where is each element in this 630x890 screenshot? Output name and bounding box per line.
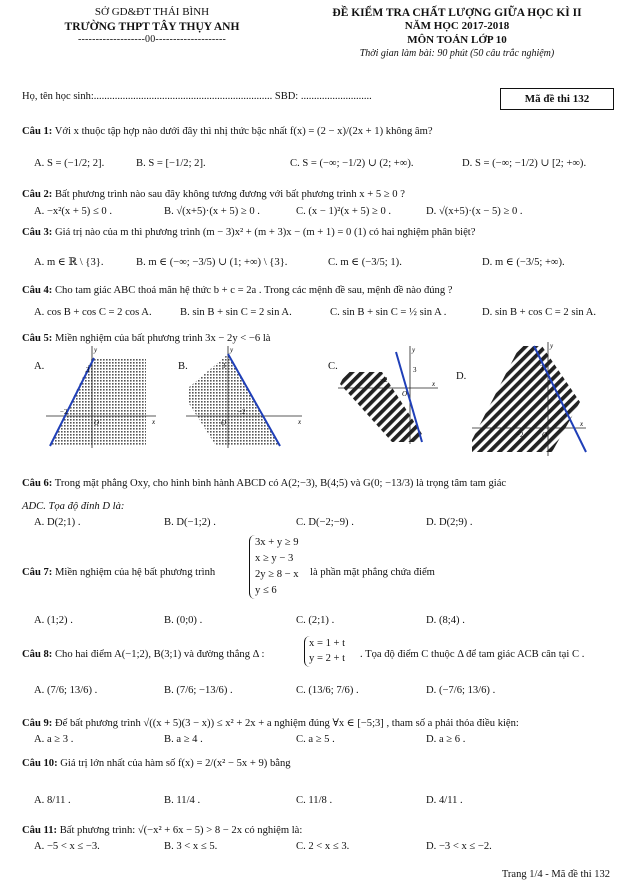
tick-neg-two: −2: [516, 431, 524, 439]
question-label: Câu 7:: [22, 567, 53, 578]
question-6-line2: ADC. Tọa độ đỉnh D là:: [22, 501, 125, 512]
q4-option-c: C. sin B + sin C = ½ sin A .: [330, 307, 447, 318]
department-name: SỞ GD&ĐT THÁI BÌNH: [94, 6, 210, 18]
subject: MÔN TOÁN LỚP 10: [407, 34, 507, 47]
question-text: Cho hai điểm A(−1;2), B(3;1) và đường thẳng Δ :: [54, 649, 265, 660]
question-text: Miền nghiệm của hệ bất phương trình: [54, 567, 216, 578]
q7-option-c: C. (2;1) .: [296, 615, 335, 626]
q3-option-d: D. m ∈ (−3/5; +∞).: [482, 257, 565, 268]
origin-label: O: [221, 419, 227, 427]
question-label: Câu 4:: [22, 285, 53, 296]
question-4: [22, 284, 452, 297]
system-row: x = 1 + t: [309, 638, 346, 649]
q3-option-b: B. m ∈ (−∞; −3/5) ∪ (1; +∞) \ {3}.: [136, 257, 288, 268]
question-text: Bất phương trình nào sau đây không tương đương với bất phương trình x + 5 ≥ 0 ?: [54, 189, 405, 200]
question-label: Câu 6:: [22, 478, 53, 489]
q6-option-d: D. D(2;9) .: [426, 517, 473, 528]
page-footer: Trang 1/4 - Mã đề thi 132: [501, 869, 610, 880]
q6-option-a: A. D(2;1) .: [34, 517, 81, 528]
q7-option-a: A. (1;2) .: [34, 615, 73, 626]
tick-three: 3: [86, 366, 90, 374]
q3-option-a: A. m ∈ ℝ \ {3}.: [34, 257, 104, 268]
question-text: Giá trị nào của m thì phương trình (m − 3)x² + (m + 3)x − (m + 1) = 0 (1) có hai nghiệm phân biệt?: [54, 227, 476, 238]
q5-option-d: D.: [456, 371, 467, 382]
school-name: TRƯỜNG THPT TÂY THỤY ANH: [64, 20, 240, 33]
question-label: Câu 10:: [22, 758, 58, 769]
question-3: [22, 226, 475, 239]
question-7-tail: là phần mặt phẳng chứa điểm: [310, 567, 435, 578]
exam-code-box: Mã đề thi 132: [500, 88, 614, 110]
q5-graph-d: [470, 340, 590, 458]
q5-graph-b: [186, 344, 306, 450]
question-label: Câu 3:: [22, 227, 53, 238]
origin-label: O: [542, 431, 548, 439]
q11-option-b: B. 3 < x ≤ 5.: [164, 841, 218, 852]
q9-option-b: B. a ≥ 4 .: [164, 734, 203, 745]
question-label: Câu 11:: [22, 825, 58, 836]
q1-option-a: A. S = (−1/2; 2].: [34, 158, 105, 169]
question-text: Bất phương trình: √(−x² + 6x − 5) > 8 − 2x có nghiệm là:: [59, 825, 303, 836]
q3-option-c: C. m ∈ (−3/5; 1).: [328, 257, 402, 268]
q9-option-d: D. a ≥ 6 .: [426, 734, 466, 745]
question-6: [22, 477, 506, 490]
q7-option-b: B. (0;0) .: [164, 615, 203, 626]
question-text: Miền nghiệm của bất phương trình 3x − 2y < −6 là: [54, 333, 271, 344]
question-8: [22, 648, 264, 661]
y-label: y: [550, 342, 554, 350]
q7-option-d: D. (8;4) .: [426, 615, 465, 626]
question-text: Trong mặt phẳng Oxy, cho hình bình hành ABCD có A(2;−3), B(4;5) và G(0; −13/3) là trọng tâm tam giác: [54, 478, 507, 489]
system-row: 2y ≥ 8 − x: [255, 568, 299, 580]
q5-option-c: C.: [328, 361, 338, 372]
tick-three: 3: [413, 366, 417, 374]
shaded-region: [188, 354, 280, 446]
question-10: [22, 757, 291, 770]
q1-option-c: C. S = (−∞; −1/2) ∪ (2; +∞).: [290, 158, 414, 169]
question-label: Câu 2:: [22, 189, 53, 200]
q2-option-a: A. −x²(x + 5) ≤ 0 .: [34, 206, 113, 217]
system-row: y ≤ 6: [255, 584, 277, 596]
question-label: Câu 9:: [22, 718, 53, 729]
tick-neg-two: −2: [60, 408, 68, 416]
q4-option-d: D. sin B + cos C = 2 sin A.: [482, 307, 597, 318]
q8-option-d: D. (−7/6; 13/6) .: [426, 685, 496, 696]
question-1: [22, 125, 433, 138]
exam-header: [292, 6, 622, 60]
question-9: [22, 717, 519, 730]
q11-option-c: C. 2 < x ≤ 3.: [296, 841, 350, 852]
x-label: x: [432, 380, 436, 388]
shaded-region: [472, 346, 580, 452]
system-row: 3x + y ≥ 9: [255, 537, 299, 548]
q5-graph-c: [338, 344, 438, 446]
question-11: [22, 824, 302, 837]
question-7: [22, 566, 215, 579]
q10-option-a: A. 8/11 .: [34, 795, 71, 806]
q6-option-c: C. D(−2;−9) .: [296, 517, 354, 528]
exam-title: ĐỀ KIỂM TRA CHẤT LƯỢNG GIỮA HỌC KÌ II: [332, 7, 582, 19]
tick-neg-two: −2: [238, 408, 246, 416]
school-header: [22, 6, 282, 47]
system-row: x ≥ y − 3: [255, 552, 294, 564]
school-year: NĂM HỌC 2017-2018: [404, 20, 510, 33]
q11-option-a: A. −5 < x ≤ −3.: [34, 841, 100, 852]
q11-option-d: D. −3 < x ≤ −2.: [426, 841, 492, 852]
question-label: Câu 5:: [22, 333, 53, 344]
q2-option-b: B. √(x+5)·(x + 5) ≥ 0 .: [164, 206, 260, 217]
q8-option-a: A. (7/6; 13/6) .: [34, 685, 98, 696]
q8-option-b: B. (7/6; −13/6) .: [164, 685, 233, 696]
q5-option-b: B.: [178, 361, 188, 372]
q10-option-d: D. 4/11 .: [426, 795, 463, 806]
question-8-tail: . Tọa độ điểm C thuộc Δ để tam giác ACB cân tại C .: [360, 649, 585, 660]
q1-option-b: B. S = [−1/2; 2].: [136, 158, 206, 169]
tick-neg-two: −2: [380, 376, 388, 384]
q10-option-c: C. 11/8 .: [296, 795, 333, 806]
shaded-region: [50, 358, 146, 446]
q8-option-c: C. (13/6; 7/6) .: [296, 685, 359, 696]
q2-option-d: D. √(x+5)·(x − 5) ≥ 0 .: [426, 206, 523, 217]
q4-option-b: B. sin B + sin C = 2 sin A.: [180, 307, 292, 318]
q5-option-a: A.: [34, 361, 45, 372]
y-label: y: [412, 346, 416, 354]
y-label: y: [230, 346, 234, 354]
x-label: x: [298, 418, 302, 426]
q7-system: [249, 535, 299, 599]
q1-option-d: D. S = (−∞; −1/2) ∪ [2; +∞).: [462, 158, 587, 169]
question-text: Với x thuộc tập hợp nào dưới đây thì nhị thức bậc nhất f(x) = (2 − x)/(2x + 1) không âm?: [54, 126, 433, 137]
origin-label: O: [94, 419, 100, 427]
q6-option-b: B. D(−1;2) .: [164, 517, 216, 528]
origin-label: O: [402, 390, 408, 398]
question-2: [22, 188, 405, 201]
q4-option-a: A. cos B + cos C = 2 cos A.: [34, 307, 152, 318]
q2-option-c: C. (x − 1)²(x + 5) ≥ 0 .: [296, 206, 392, 217]
tick-three: 3: [222, 362, 226, 370]
header-separator: -------------------00--------------------: [77, 34, 227, 46]
tick-three: 3: [540, 364, 544, 372]
question-text: Để bất phương trình √((x + 5)(3 − x)) ≤ x² + 2x + a nghiệm đúng ∀x ∈ [−5;3] , tham số a phải thỏa điều kiện:: [54, 718, 519, 729]
q8-system: [304, 636, 345, 667]
q9-option-a: A. a ≥ 3 .: [34, 734, 74, 745]
q5-graph-a: [46, 344, 166, 450]
question-text: Cho tam giác ABC thoả mãn hệ thức b + c = 2a . Trong các mệnh đề sau, mệnh đề nào đúng ?: [54, 285, 453, 296]
x-label: x: [580, 420, 584, 428]
q10-option-b: B. 11/4 .: [164, 795, 201, 806]
q9-option-c: C. a ≥ 5 .: [296, 734, 335, 745]
system-row: y = 2 + t: [309, 653, 346, 665]
question-label: Câu 8:: [22, 649, 53, 660]
question-label: Câu 1:: [22, 126, 53, 137]
duration: Thời gian làm bài: 90 phút (50 câu trắc nghiệm): [359, 47, 555, 59]
student-info-line: Họ, tên học sinh:.................................................................... SBD: ...........................: [22, 91, 372, 102]
y-label: y: [94, 346, 98, 354]
question-text: Giá trị lớn nhất của hàm số f(x) = 2/(x² − 5x + 9) bằng: [60, 758, 291, 769]
x-label: x: [152, 418, 156, 426]
